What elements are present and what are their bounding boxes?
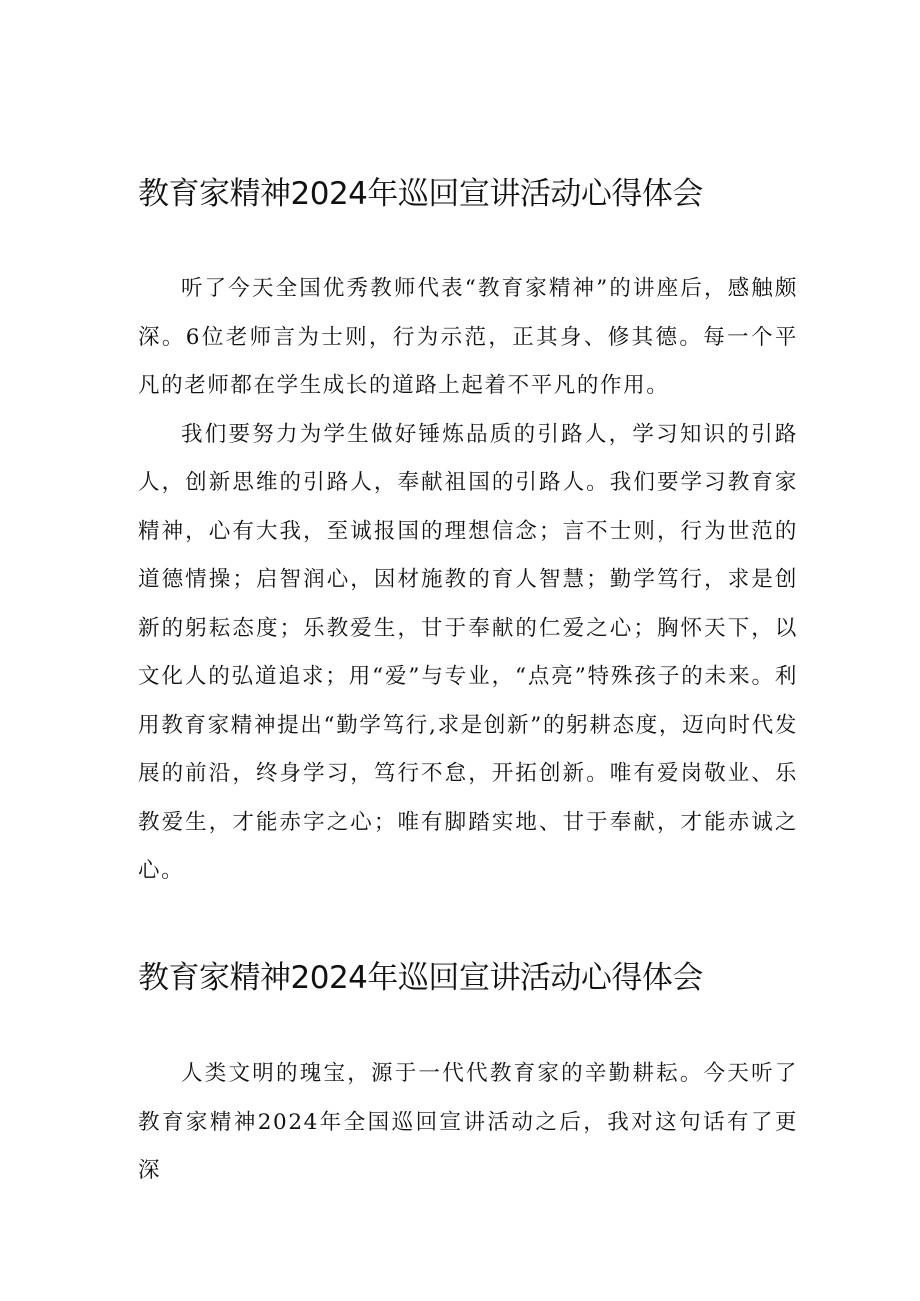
paragraph: 听了今天全国优秀教师代表“教育家精神”的讲座后，感触颇深。6位老师言为士则，行为示范，正其身、修其德。每一个平凡的老师都在学生成长的道路上起着不平凡的作用。	[138, 276, 798, 398]
essay-body	[138, 1050, 798, 1196]
essay-section	[138, 956, 798, 1196]
paragraph: 我们要努力为学生做好锤炼品质的引路人，学习知识的引路人，创新思维的引路人，奉献祖国的引路人。我们要学习教育家精神，心有大我，至诚报国的理想信念；言不士则，行为世范的道德情操；启智润心，因材施教的育人智慧；勤学笃行，求是创新的躬耘态度；乐教爱生，甘于奉献的仁爱之心；胸怀天下，以文化人的弘道追求；用“爱”与专业，“点亮”特殊孩子的未来。利用教育家精神提出“勤学笃行,求是创新”的躬耕态度，迈向时代发展的前沿，终身学习，笃行不怠，开拓创新。唯有爱岗敬业、乐教爱生，才能赤字之心；唯有脚踏实地、甘于奉献，才能赤诚之心。	[138, 421, 798, 883]
essay-body	[138, 265, 798, 896]
essay-title: 教育家精神2024年巡回宣讲活动心得体会	[138, 176, 703, 212]
essay-section	[138, 172, 798, 896]
paragraph: 人类文明的瑰宝，源于一代代教育家的辛勤耕耘。今天听了教育家精神2024年全国巡回宣讲活动之后，我对这句话有了更深	[138, 1061, 798, 1183]
essay-title: 教育家精神2024年巡回宣讲活动心得体会	[138, 960, 703, 996]
